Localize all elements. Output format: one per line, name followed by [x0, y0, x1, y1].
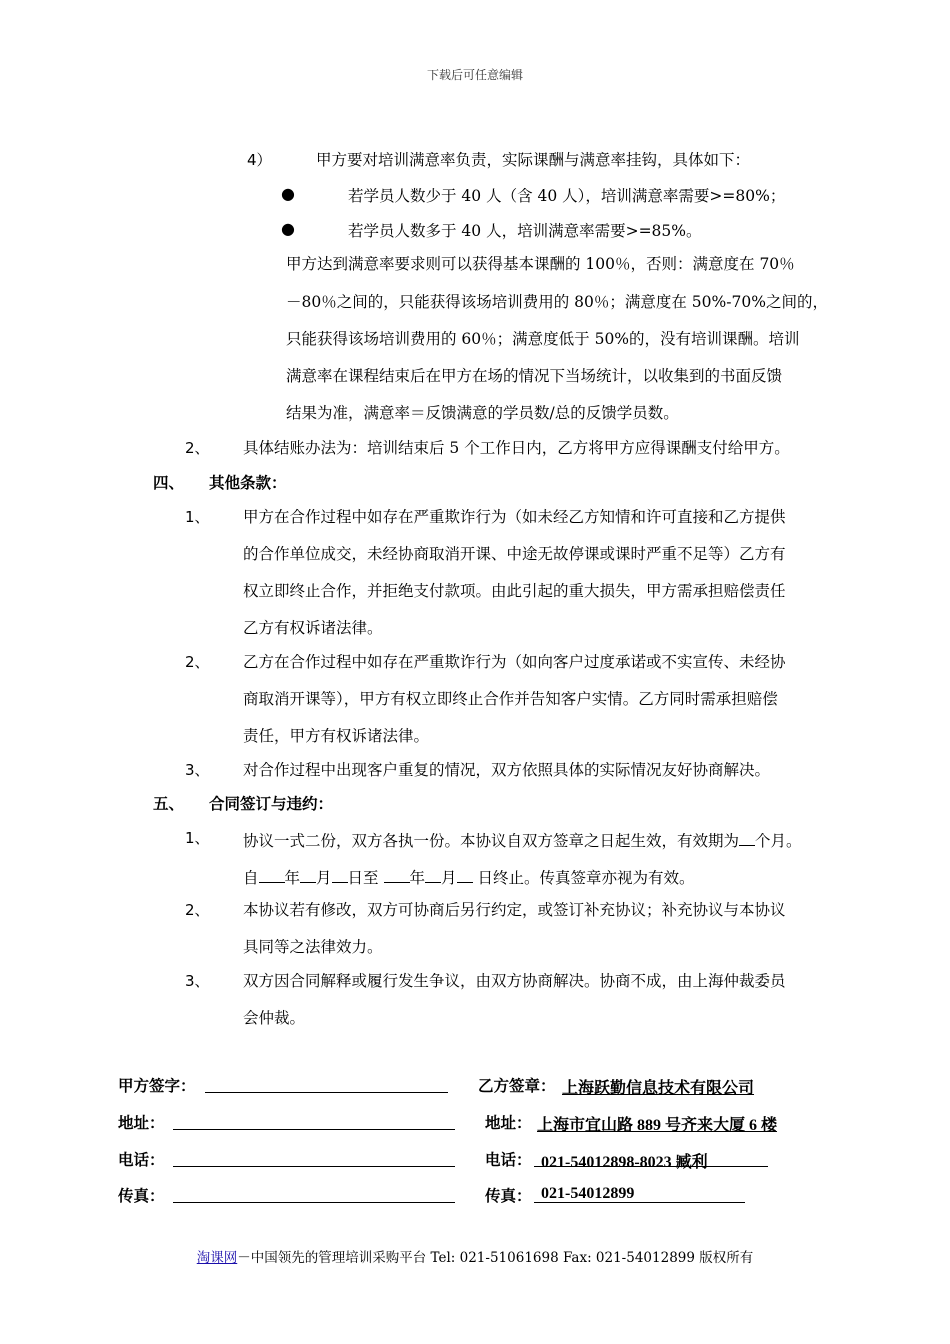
item-line: 权立即终止合作，并拒绝支付款项。由此引起的重大损失，甲方需承担赔偿责任 — [243, 582, 786, 600]
party-b-phone-label: 电话： — [485, 1150, 532, 1169]
paragraph-line: 只能获得该场培训费用的 60％；满意度低于 50%的，没有培训课酬。培训 — [286, 330, 800, 348]
paragraph-line: 甲方达到满意率要求则可以获得基本课酬的 100％，否则：满意度在 70％ — [286, 255, 795, 273]
item-line: 本协议若有修改，双方可协商后另行约定，或签订补充协议；补充协议与本协议 — [243, 901, 786, 919]
party-a-sign-label: 甲方签字： — [118, 1076, 196, 1095]
item-line: 协议一式二份，双方各执一份。本协议自双方签章之日起生效，有效期为 个月。 — [243, 828, 802, 851]
section-number: 四、 — [153, 473, 185, 492]
bullet-icon: ● — [281, 219, 295, 238]
page-header: 下载后可任意编辑 — [426, 68, 523, 82]
item-line: 自 年 月 日至 年 月 日终止。传真签章亦视为有效。 — [243, 865, 694, 888]
item-number: 2、 — [185, 653, 210, 671]
item-number: 2、 — [185, 439, 210, 457]
party-b-phone-value: 021-54012898-8023 臧利 — [541, 1154, 708, 1171]
footer-text: －中国领先的管理培训采购平台 Tel: 021-51061698 Fax: 021-54012899 版权所有 — [237, 1250, 754, 1266]
item-text: 具体结账办法为：培训结束后 5 个工作日内，乙方将甲方应得课酬支付给甲方。 — [243, 439, 790, 457]
party-a-phone-label: 电话： — [118, 1150, 165, 1169]
item-line: 的合作单位成交，未经协商取消开课、中途无故停课或课时严重不足等）乙方有 — [243, 545, 786, 563]
item-line: 责任，甲方有权诉诸法律。 — [243, 727, 430, 745]
party-a-address-label: 地址： — [118, 1113, 165, 1132]
bullet-text: 若学员人数少于 40 人（含 40 人），培训满意率需要>=80%； — [348, 187, 786, 205]
paragraph-line: －80％之间的，只能获得该场培训费用的 80％；满意度在 50%-70%之间的， — [286, 293, 828, 311]
party-a-fax-label: 传真： — [118, 1186, 165, 1205]
party-b-sign-label: 乙方签章： — [478, 1076, 556, 1095]
footer-link[interactable]: 淘课网 — [196, 1250, 238, 1266]
item-line: 乙方有权诉诸法律。 — [243, 619, 383, 637]
section-number: 五、 — [153, 794, 185, 813]
item-line: 具同等之法律效力。 — [243, 938, 383, 956]
section-title: 其他条款： — [209, 473, 287, 492]
item-line: 商取消开课等），甲方有权立即终止合作并告知客户实情。乙方同时需承担赔偿 — [243, 690, 778, 708]
party-a-fax-field[interactable] — [173, 1202, 455, 1203]
bullet-text: 若学员人数多于 40 人，培训满意率需要>=85%。 — [348, 222, 702, 240]
item-number: 3、 — [185, 761, 210, 779]
item-number: 1、 — [185, 829, 210, 847]
item-line: 甲方在合作过程中如存在严重欺诈行为（如未经乙方知情和许可直接和乙方提供 — [243, 508, 786, 526]
party-a-phone-field[interactable] — [173, 1166, 455, 1167]
item-line: 会仲裁。 — [243, 1009, 306, 1027]
item-number: 2、 — [185, 901, 210, 919]
paragraph-line: 结果为准，满意率＝反馈满意的学员数/总的反馈学员数。 — [286, 404, 679, 422]
item-line: 乙方在合作过程中如存在严重欺诈行为（如向客户过度承诺或不实宣传、未经协 — [243, 653, 786, 671]
section-title: 合同签订与违约： — [209, 794, 334, 813]
item-text: 甲方要对培训满意率负责，实际课酬与满意率挂钩，具体如下： — [316, 151, 751, 169]
item-number: 4） — [247, 151, 272, 169]
party-a-sign-field[interactable] — [205, 1092, 448, 1093]
party-b-address-value: 上海市宜山路 889 号齐来大厦 6 楼 — [537, 1117, 778, 1134]
item-line: 双方因合同解释或履行发生争议，由双方协商解决。协商不成，由上海仲裁委员 — [243, 972, 786, 990]
paragraph-line: 满意率在课程结束后在甲方在场的情况下当场统计，以收集到的书面反馈 — [286, 367, 783, 385]
item-number: 1、 — [185, 508, 210, 526]
party-b-fax-label: 传真： — [485, 1186, 532, 1205]
bullet-icon: ● — [281, 184, 295, 203]
item-line: 对合作过程中出现客户重复的情况，双方依照具体的实际情况友好协商解决。 — [243, 761, 771, 779]
party-b-fax-value: 021-54012899 — [541, 1185, 635, 1202]
item-number: 3、 — [185, 972, 210, 990]
party-b-address-label: 地址： — [485, 1113, 532, 1132]
party-a-address-field[interactable] — [173, 1129, 455, 1130]
page-footer — [0, 1246, 950, 1266]
party-b-sign-value: 上海跃勤信息技术有限公司 — [562, 1080, 755, 1097]
